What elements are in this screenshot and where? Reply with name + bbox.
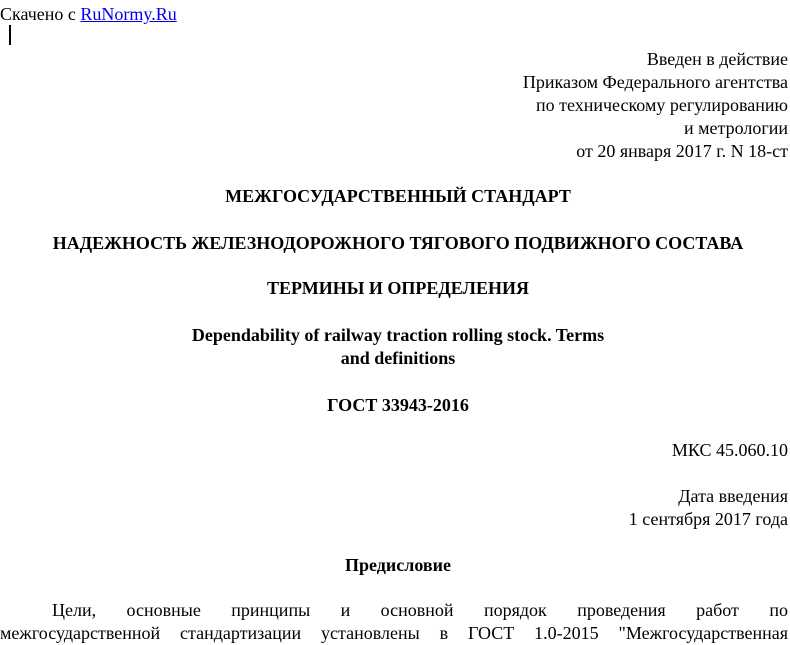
- foreword-paragraph: [0, 599, 788, 645]
- foreword-line: межгосударственной стандартизации установлены в ГОСТ 1.0-2015 "Межгосударственная: [0, 623, 788, 643]
- text-cursor: [9, 25, 11, 45]
- english-title-line2: and definitions: [340, 348, 456, 368]
- intro-date-label: Дата введения: [678, 486, 788, 506]
- enactment-line: Приказом Федерального агентства: [522, 72, 788, 92]
- source-link[interactable]: RuNormy.Ru: [80, 4, 177, 24]
- english-title-line1: Dependability of railway traction rolling stock. Terms: [191, 325, 605, 345]
- enactment-block: [523, 48, 788, 163]
- enactment-line: и метрологии: [684, 118, 788, 138]
- mks-code: МКС 45.060.10: [671, 440, 788, 460]
- enactment-line: по техническому регулированию: [535, 95, 788, 115]
- source-prefix: Скачено с: [0, 4, 81, 24]
- foreword-line: Цели, основные принципы и основной порядок проведения работ по: [52, 600, 788, 620]
- standard-subtitle: ТЕРМИНЫ И ОПРЕДЕЛЕНИЯ: [267, 278, 529, 298]
- enactment-line: от 20 января 2017 г. N 18-ст: [576, 141, 788, 161]
- enactment-line: Введен в действие: [646, 49, 788, 69]
- gost-number: ГОСТ 33943-2016: [327, 395, 469, 415]
- standard-type-heading: МЕЖГОСУДАРСТВЕННЫЙ СТАНДАРТ: [225, 186, 571, 206]
- standard-title: НАДЕЖНОСТЬ ЖЕЛЕЗНОДОРОЖНОГО ТЯГОВОГО ПОДВИЖНОГО СОСТАВА: [52, 233, 744, 253]
- foreword-heading: Предисловие: [345, 555, 451, 575]
- intro-date-value: 1 сентября 2017 года: [628, 509, 788, 529]
- source-line: [0, 3, 177, 26]
